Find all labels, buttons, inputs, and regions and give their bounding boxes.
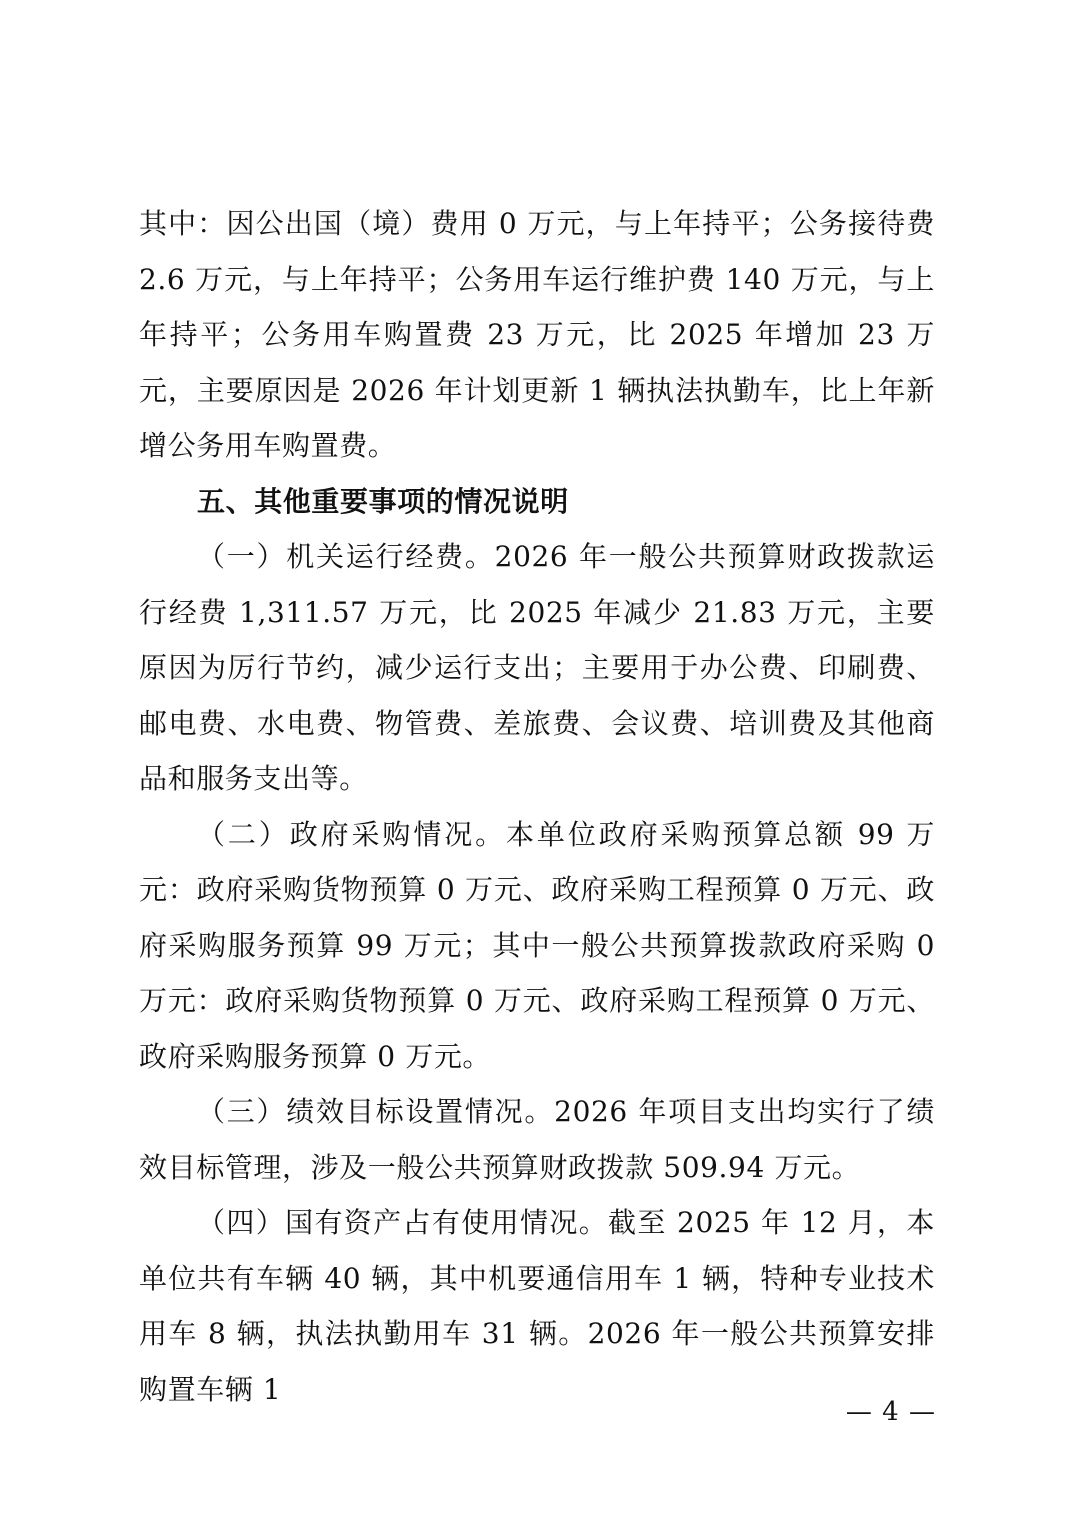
paragraph-state-assets: （四）国有资产占有使用情况。截至 2025 年 12 月，本单位共有车辆 40 辆，其中机要通信用车 1 辆，特种专业技术用车 8 辆，执法执勤用车 31 辆。2026 年一般公共预算安排购置车辆 1 [139, 1206, 935, 1406]
page-number: — 4 — [845, 1397, 936, 1427]
section-heading-other-matters: 五、其他重要事项的情况说明 [197, 484, 569, 518]
paragraph-government-procurement: （二）政府采购情况。本单位政府采购预算总额 99 万元：政府采购货物预算 0 万元、政府采购工程预算 0 万元、政府采购服务预算 99 万元；其中一般公共预算拨款政府采购 0 万元：政府采购货物预算 0 万元、政府采购工程预算 0 万元、政府采购服务预算 0 万元。 [139, 817, 935, 1073]
paragraph-expense-details: 其中：因公出国（境）费用 0 万元，与上年持平；公务接待费 2.6 万元，与上年持平；公务用车运行维护费 140 万元，与上年持平；公务用车购置费 23 万元，比 2025 年增加 23 万元，主要原因是 2026 年计划更新 1 辆执法执勤车，比上年新增公务用车购置费。 [139, 207, 935, 462]
paragraph-operating-expenses: （一）机关运行经费。2026 年一般公共预算财政拨款运行经费 1,311.57 万元，比 2025 年减少 21.83 万元，主要原因为厉行节约，减少运行支出；主要用于办公费、印刷费、邮电费、水电费、物管费、差旅费、会议费、培训费及其他商品和服务支出等。 [139, 540, 935, 795]
document-body [139, 196, 935, 1417]
paragraph-performance-targets: （三）绩效目标设置情况。2026 年项目支出均实行了绩效目标管理，涉及一般公共预算财政拨款 509.94 万元。 [139, 1095, 935, 1184]
